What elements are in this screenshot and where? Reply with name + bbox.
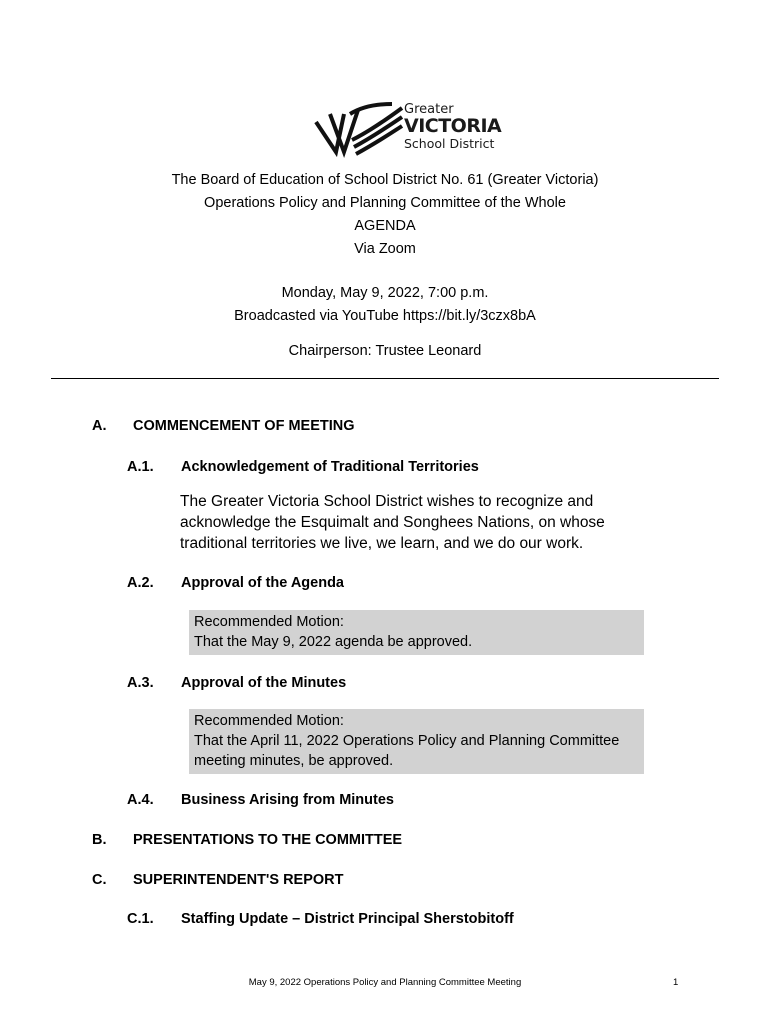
item-a4-title: Business Arising from Minutes — [181, 792, 394, 808]
motion-text: That the May 9, 2022 agenda be approved. — [194, 634, 473, 650]
broadcast-info: Broadcasted via YouTube https://bit.ly/3czx8bA — [234, 308, 536, 324]
meeting-datetime: Monday, May 9, 2022, 7:00 p.m. — [281, 285, 489, 301]
item-a3-number: A.3. — [127, 675, 154, 691]
acknowledgement-line: The Greater Victoria School District wishes to recognize and — [180, 493, 594, 510]
item-a3-title: Approval of the Minutes — [181, 675, 347, 691]
board-title: The Board of Education of School District No. 61 (Greater Victoria) — [171, 172, 599, 188]
chairperson: Chairperson: Trustee Leonard — [288, 343, 482, 359]
agenda-heading: AGENDA — [354, 218, 416, 234]
acknowledgement-line: acknowledge the Esquimalt and Songhees Nations, on whose — [180, 514, 605, 531]
section-b-title: PRESENTATIONS TO THE COMMITTEE — [133, 832, 403, 848]
item-a2-number: A.2. — [127, 575, 154, 591]
item-c1-number: C.1. — [127, 911, 154, 927]
section-b-number: B. — [92, 832, 107, 848]
page-number: 1 — [673, 977, 679, 988]
item-a2-title: Approval of the Agenda — [181, 575, 344, 591]
logo-wings-icon — [314, 100, 406, 160]
logo-text-victoria: VICTORIA — [404, 115, 502, 137]
acknowledgement-text — [180, 491, 620, 554]
motion-text: That the April 11, 2022 Operations Policy and Planning Committee — [194, 733, 620, 749]
page-footer: May 9, 2022 Operations Policy and Planning Committee Meeting — [248, 977, 522, 988]
agenda-motion-box — [189, 610, 644, 655]
section-c-title: SUPERINTENDENT'S REPORT — [133, 872, 344, 888]
logo-text-greater: Greater — [404, 102, 454, 117]
logo-text-school-district: School District — [404, 136, 495, 151]
minutes-motion-box — [189, 709, 644, 774]
motion-label: Recommended Motion: — [194, 713, 344, 729]
item-a4-number: A.4. — [127, 792, 154, 808]
item-c1-title: Staffing Update – District Principal Sherstobitoff — [181, 911, 514, 927]
district-logo — [314, 100, 504, 160]
item-a1-number: A.1. — [127, 459, 154, 475]
section-a-number: A. — [92, 418, 107, 434]
meeting-venue: Via Zoom — [354, 241, 416, 257]
acknowledgement-line: traditional territories we live, we learn, and we do our work. — [180, 535, 584, 552]
motion-text: meeting minutes, be approved. — [194, 753, 394, 769]
section-c-number: C. — [92, 872, 107, 888]
motion-label: Recommended Motion: — [194, 614, 344, 630]
committee-title: Operations Policy and Planning Committee of the Whole — [204, 195, 566, 211]
item-a1-title: Acknowledgement of Traditional Territories — [181, 459, 479, 475]
header-divider — [51, 378, 719, 379]
section-a-title: COMMENCEMENT OF MEETING — [133, 418, 355, 434]
